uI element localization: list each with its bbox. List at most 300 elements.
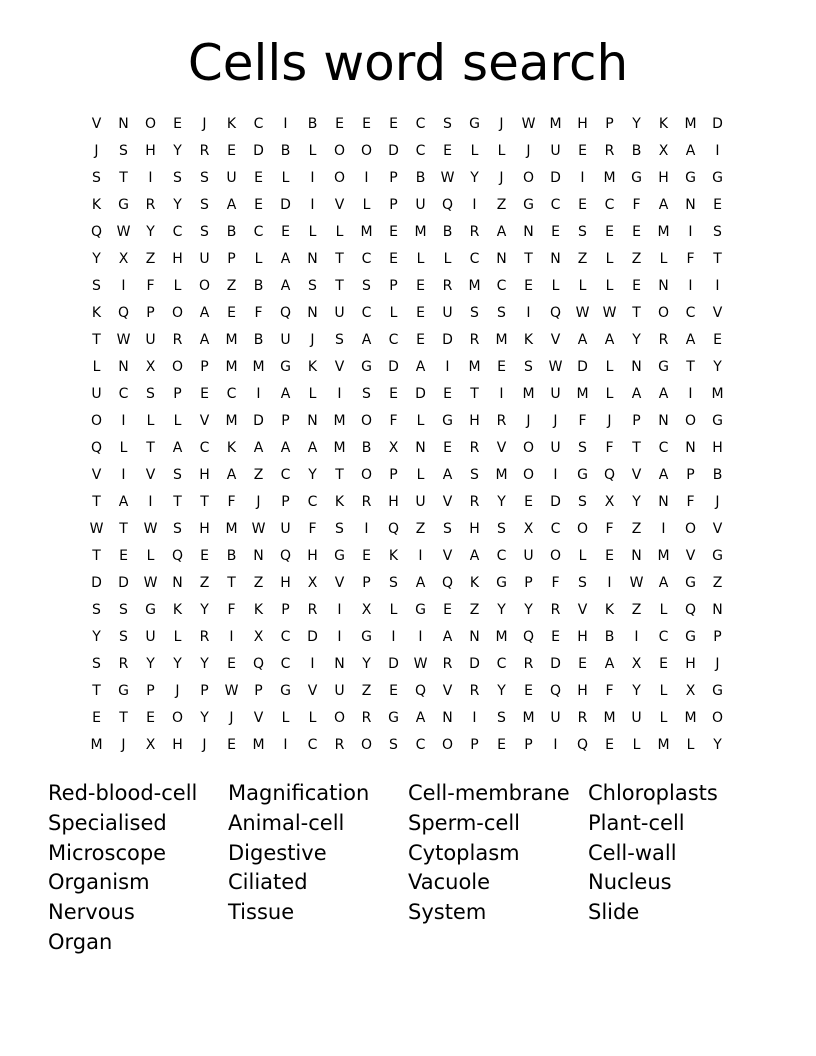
grid-letter: V xyxy=(496,440,507,456)
grid-letter: V xyxy=(91,467,102,483)
grid-letter: P xyxy=(524,737,533,753)
grid-letter: G xyxy=(361,359,372,375)
grid-letter: G xyxy=(712,413,723,429)
grid-letter: P xyxy=(200,359,209,375)
grid-letter: M xyxy=(684,710,697,726)
grid-letter: Z xyxy=(496,197,507,213)
grid-letter: P xyxy=(632,413,641,429)
grid-letter: F xyxy=(146,278,155,294)
grid-letter: O xyxy=(522,170,535,186)
grid-letter: S xyxy=(200,224,209,240)
grid-letter: Q xyxy=(441,575,454,591)
grid-letter: E xyxy=(362,116,371,132)
grid-letter: M xyxy=(225,332,238,348)
grid-letter: Y xyxy=(632,683,641,699)
grid-letter: F xyxy=(605,440,614,456)
grid-letter: V xyxy=(550,332,561,348)
grid-letter: S xyxy=(362,278,371,294)
grid-letter: A xyxy=(280,440,291,456)
grid-letter: A xyxy=(442,629,453,645)
grid-letter: E xyxy=(578,656,587,672)
grid-letter: I xyxy=(229,629,234,645)
grid-row xyxy=(83,678,731,705)
grid-letter: L xyxy=(497,143,506,159)
grid-letter: P xyxy=(362,575,371,591)
grid-letter: N xyxy=(658,278,669,294)
grid-letter: A xyxy=(199,332,210,348)
grid-letter: C xyxy=(118,386,129,402)
grid-letter: D xyxy=(388,143,399,159)
grid-letter: E xyxy=(632,278,641,294)
grid-letter: L xyxy=(605,386,614,402)
word-list-item: Animal-cell xyxy=(228,810,345,835)
grid-letter: G xyxy=(415,602,426,618)
grid-letter: K xyxy=(253,602,264,618)
word-list-item: Magnification xyxy=(228,781,370,805)
grid-letter: H xyxy=(199,467,210,483)
grid-letter: V xyxy=(145,467,156,483)
grid-letter: B xyxy=(253,332,264,348)
grid-row xyxy=(83,354,731,381)
grid-letter: M xyxy=(414,224,427,240)
grid-letter: I xyxy=(364,170,369,186)
grid-letter: J xyxy=(121,737,126,753)
grid-letter: P xyxy=(173,386,182,402)
grid-letter: E xyxy=(713,332,722,348)
grid-row xyxy=(83,624,731,651)
grid-letter: L xyxy=(605,251,614,267)
grid-letter: G xyxy=(280,359,291,375)
grid-letter: U xyxy=(523,548,534,564)
grid-letter: L xyxy=(632,737,641,753)
grid-letter: Y xyxy=(200,656,209,672)
grid-letter: L xyxy=(605,359,614,375)
grid-letter: D xyxy=(280,197,291,213)
grid-letter: X xyxy=(145,737,156,753)
grid-letter: E xyxy=(605,548,614,564)
grid-letter: A xyxy=(226,197,237,213)
grid-letter: Q xyxy=(576,737,589,753)
grid-letter: H xyxy=(577,116,588,132)
grid-letter: A xyxy=(280,386,291,402)
grid-letter: M xyxy=(252,359,265,375)
grid-letter: L xyxy=(578,278,587,294)
grid-letter: V xyxy=(199,413,210,429)
grid-letter: T xyxy=(119,170,128,186)
grid-letter: Q xyxy=(117,305,130,321)
grid-letter: P xyxy=(470,737,479,753)
grid-letter: L xyxy=(146,548,155,564)
grid-letter: G xyxy=(658,359,669,375)
grid-letter: A xyxy=(631,386,642,402)
grid-letter: R xyxy=(199,143,210,159)
grid-letter: E xyxy=(281,224,290,240)
grid-letter: L xyxy=(146,413,155,429)
grid-letter: Q xyxy=(387,521,400,537)
grid-letter: Y xyxy=(308,467,317,483)
grid-letter: C xyxy=(496,656,507,672)
grid-letter: T xyxy=(335,278,344,294)
grid-letter: X xyxy=(307,575,318,591)
grid-letter: A xyxy=(658,575,669,591)
grid-letter: H xyxy=(280,575,291,591)
word-list-item: Cell-wall xyxy=(588,840,677,865)
grid-letter: Z xyxy=(577,251,588,267)
grid-letter: E xyxy=(227,737,236,753)
grid-row xyxy=(83,597,731,624)
grid-letter: I xyxy=(418,629,423,645)
grid-letter: L xyxy=(659,683,668,699)
grid-letter: T xyxy=(92,548,101,564)
grid-letter: G xyxy=(118,197,129,213)
grid-letter: I xyxy=(688,224,693,240)
grid-row xyxy=(83,165,731,192)
grid-letter: S xyxy=(200,197,209,213)
grid-letter: L xyxy=(92,359,101,375)
grid-letter: B xyxy=(604,629,615,645)
grid-letter: N xyxy=(118,359,129,375)
grid-letter: R xyxy=(577,710,588,726)
grid-letter: F xyxy=(308,521,317,537)
grid-letter: M xyxy=(522,710,535,726)
grid-letter: I xyxy=(256,386,261,402)
grid-letter: A xyxy=(604,656,615,672)
grid-letter: C xyxy=(496,278,507,294)
grid-letter: B xyxy=(280,143,291,159)
word-list-item: Cytoplasm xyxy=(408,840,520,865)
grid-letter: C xyxy=(604,197,615,213)
grid-letter: R xyxy=(199,629,210,645)
grid-letter: S xyxy=(362,386,371,402)
grid-letter: M xyxy=(549,116,562,132)
grid-letter: D xyxy=(415,386,426,402)
word-list-item: Chloroplasts xyxy=(588,781,718,805)
grid-letter: Z xyxy=(631,602,642,618)
grid-letter: R xyxy=(658,332,669,348)
grid-letter: V xyxy=(307,683,318,699)
grid-letter: Q xyxy=(414,683,427,699)
grid-letter: H xyxy=(172,251,183,267)
grid-letter: I xyxy=(634,629,639,645)
grid-letter: S xyxy=(497,305,506,321)
grid-letter: R xyxy=(523,656,534,672)
grid-letter: K xyxy=(226,440,237,456)
grid-letter: G xyxy=(712,170,723,186)
grid-letter: M xyxy=(468,278,481,294)
grid-letter: P xyxy=(389,278,398,294)
grid-letter: S xyxy=(578,224,587,240)
word-list-item: Microscope xyxy=(48,840,167,865)
grid-letter: E xyxy=(92,710,101,726)
grid-letter: G xyxy=(442,413,453,429)
grid-letter: B xyxy=(415,170,426,186)
grid-letter: J xyxy=(175,683,180,699)
grid-letter: Y xyxy=(497,602,506,618)
grid-letter: D xyxy=(91,575,102,591)
grid-letter: I xyxy=(526,305,531,321)
grid-letter: L xyxy=(551,278,560,294)
grid-letter: R xyxy=(469,494,480,510)
grid-letter: N xyxy=(550,251,561,267)
grid-letter: Z xyxy=(361,683,372,699)
grid-letter: S xyxy=(173,170,182,186)
grid-letter: H xyxy=(388,494,399,510)
grid-letter: E xyxy=(254,170,263,186)
grid-letter: I xyxy=(418,548,423,564)
grid-letter: U xyxy=(550,143,561,159)
grid-letter: E xyxy=(227,656,236,672)
grid-letter: O xyxy=(198,278,211,294)
grid-letter: D xyxy=(442,332,453,348)
word-list-item: Organism xyxy=(48,870,150,895)
grid-letter: X xyxy=(253,629,264,645)
grid-letter: N xyxy=(442,710,453,726)
grid-letter: T xyxy=(200,494,209,510)
grid-letter: C xyxy=(658,629,669,645)
grid-letter: F xyxy=(605,521,614,537)
grid-letter: E xyxy=(389,224,398,240)
grid-letter: F xyxy=(686,251,695,267)
grid-letter: W xyxy=(143,575,158,591)
grid-letter: Y xyxy=(632,116,641,132)
grid-letter: C xyxy=(415,737,426,753)
grid-row xyxy=(83,489,731,516)
grid-letter: E xyxy=(416,332,425,348)
grid-letter: O xyxy=(360,737,373,753)
grid-letter: C xyxy=(361,251,372,267)
grid-letter: P xyxy=(686,467,695,483)
grid-letter: T xyxy=(146,440,155,456)
grid-letter: S xyxy=(524,359,533,375)
grid-letter: R xyxy=(550,602,561,618)
word-list-item: Specialised xyxy=(48,810,167,835)
grid-letter: X xyxy=(631,656,642,672)
grid-letter: J xyxy=(229,710,234,726)
grid-row xyxy=(83,705,731,732)
grid-letter: I xyxy=(553,737,558,753)
grid-row xyxy=(83,327,731,354)
grid-letter: Y xyxy=(173,143,182,159)
grid-letter: D xyxy=(550,170,561,186)
grid-letter: U xyxy=(631,710,642,726)
grid-letter: E xyxy=(389,116,398,132)
grid-letter: I xyxy=(553,467,558,483)
grid-letter: P xyxy=(281,494,290,510)
grid-letter: C xyxy=(172,224,183,240)
grid-row xyxy=(83,138,731,165)
grid-letter: F xyxy=(686,494,695,510)
grid-letter: J xyxy=(310,332,315,348)
grid-letter: G xyxy=(577,467,588,483)
grid-letter: E xyxy=(497,737,506,753)
grid-letter: B xyxy=(712,467,723,483)
grid-letter: L xyxy=(308,386,317,402)
grid-letter: O xyxy=(657,305,670,321)
grid-letter: O xyxy=(171,710,184,726)
grid-letter: L xyxy=(173,278,182,294)
grid-letter: P xyxy=(227,251,236,267)
grid-letter: M xyxy=(684,116,697,132)
grid-letter: S xyxy=(389,575,398,591)
grid-letter: C xyxy=(280,656,291,672)
grid-row xyxy=(83,462,731,489)
grid-letter: A xyxy=(118,494,129,510)
grid-letter: N xyxy=(712,602,723,618)
word-list-item: System xyxy=(408,900,487,925)
grid-letter: J xyxy=(256,494,261,510)
grid-letter: X xyxy=(685,683,696,699)
grid-letter: J xyxy=(499,116,504,132)
grid-letter: I xyxy=(472,197,477,213)
grid-letter: V xyxy=(253,710,264,726)
grid-letter: L xyxy=(416,413,425,429)
grid-letter: Q xyxy=(252,656,265,672)
grid-letter: S xyxy=(335,521,344,537)
grid-letter: E xyxy=(389,251,398,267)
grid-letter: E xyxy=(443,602,452,618)
grid-letter: Q xyxy=(603,467,616,483)
grid-letter: E xyxy=(443,440,452,456)
grid-letter: E xyxy=(578,143,587,159)
grid-letter: O xyxy=(684,521,697,537)
grid-letter: O xyxy=(171,305,184,321)
grid-letter: N xyxy=(118,116,129,132)
grid-letter: O xyxy=(333,143,346,159)
grid-letter: I xyxy=(337,386,342,402)
grid-letter: G xyxy=(469,116,480,132)
grid-letter: G xyxy=(712,683,723,699)
word-list-item: Cell-membrane xyxy=(408,781,570,805)
grid-letter: R xyxy=(118,656,129,672)
grid-letter: B xyxy=(226,224,237,240)
grid-letter: H xyxy=(469,521,480,537)
grid-letter: V xyxy=(442,683,453,699)
grid-letter: Z xyxy=(145,251,156,267)
grid-row xyxy=(83,435,731,462)
grid-letter: N xyxy=(334,656,345,672)
grid-row xyxy=(83,570,731,597)
grid-letter: T xyxy=(524,251,533,267)
grid-letter: H xyxy=(658,170,669,186)
grid-letter: X xyxy=(145,359,156,375)
grid-letter: E xyxy=(578,197,587,213)
grid-letter: A xyxy=(496,224,507,240)
grid-letter: J xyxy=(526,413,531,429)
grid-letter: U xyxy=(91,386,102,402)
grid-letter: N xyxy=(523,224,534,240)
grid-letter: S xyxy=(92,170,101,186)
grid-letter: P xyxy=(146,683,155,699)
grid-letter: E xyxy=(200,386,209,402)
grid-letter: C xyxy=(361,305,372,321)
grid-letter: S xyxy=(173,521,182,537)
grid-letter: O xyxy=(549,548,562,564)
grid-letter: S xyxy=(92,602,101,618)
grid-letter: I xyxy=(364,521,369,537)
grid-letter: I xyxy=(472,710,477,726)
grid-letter: Q xyxy=(684,602,697,618)
word-list-item: Digestive xyxy=(228,840,327,865)
grid-letter: E xyxy=(632,224,641,240)
grid-letter: H xyxy=(307,548,318,564)
grid-letter: V xyxy=(685,548,696,564)
grid-letter: Z xyxy=(469,602,480,618)
grid-letter: M xyxy=(252,737,265,753)
grid-letter: D xyxy=(550,656,561,672)
grid-letter: S xyxy=(443,116,452,132)
grid-letter: O xyxy=(360,143,373,159)
grid-letter: V xyxy=(91,116,102,132)
grid-letter: O xyxy=(576,521,589,537)
grid-letter: C xyxy=(280,467,291,483)
grid-letter: M xyxy=(603,710,616,726)
grid-letter: Y xyxy=(92,629,101,645)
grid-letter: M xyxy=(603,170,616,186)
grid-letter: F xyxy=(227,494,236,510)
grid-letter: O xyxy=(144,116,157,132)
grid-letter: S xyxy=(146,386,155,402)
grid-letter: L xyxy=(173,413,182,429)
grid-letter: Z xyxy=(415,521,426,537)
grid-letter: A xyxy=(442,467,453,483)
grid-letter: T xyxy=(173,494,182,510)
grid-letter: V xyxy=(577,602,588,618)
word-list-item: Plant-cell xyxy=(588,810,685,835)
grid-letter: N xyxy=(496,251,507,267)
grid-letter: J xyxy=(553,413,558,429)
grid-letter: G xyxy=(388,710,399,726)
grid-letter: C xyxy=(496,548,507,564)
grid-letter: F xyxy=(389,413,398,429)
grid-letter: C xyxy=(550,197,561,213)
grid-letter: U xyxy=(415,494,426,510)
grid-letter: Q xyxy=(549,683,562,699)
grid-letter: S xyxy=(713,224,722,240)
grid-letter: M xyxy=(468,359,481,375)
grid-letter: R xyxy=(469,224,480,240)
grid-letter: E xyxy=(443,386,452,402)
grid-letter: G xyxy=(145,602,156,618)
grid-letter: C xyxy=(685,305,696,321)
grid-letter: E xyxy=(416,305,425,321)
grid-letter: S xyxy=(335,332,344,348)
grid-letter: A xyxy=(280,251,291,267)
grid-letter: L xyxy=(578,548,587,564)
word-list-item: Vacuole xyxy=(408,870,491,895)
grid-letter: I xyxy=(283,737,288,753)
grid-letter: U xyxy=(226,170,237,186)
grid-letter: N xyxy=(631,359,642,375)
grid-letter: Q xyxy=(522,629,535,645)
grid-letter: Z xyxy=(712,575,723,591)
grid-letter: K xyxy=(91,305,102,321)
grid-letter: Y xyxy=(713,737,722,753)
grid-letter: M xyxy=(90,737,103,753)
grid-letter: O xyxy=(522,440,535,456)
grid-letter: C xyxy=(415,143,426,159)
grid-letter: N xyxy=(253,548,264,564)
grid-letter: A xyxy=(658,467,669,483)
grid-letter: S xyxy=(119,143,128,159)
grid-letter: O xyxy=(171,359,184,375)
grid-letter: P xyxy=(254,683,263,699)
grid-letter: C xyxy=(280,629,291,645)
grid-letter: L xyxy=(605,278,614,294)
grid-letter: Q xyxy=(441,197,454,213)
word-list-item: Nucleus xyxy=(588,870,672,895)
grid-letter: Y xyxy=(632,494,641,510)
grid-letter: D xyxy=(253,413,264,429)
